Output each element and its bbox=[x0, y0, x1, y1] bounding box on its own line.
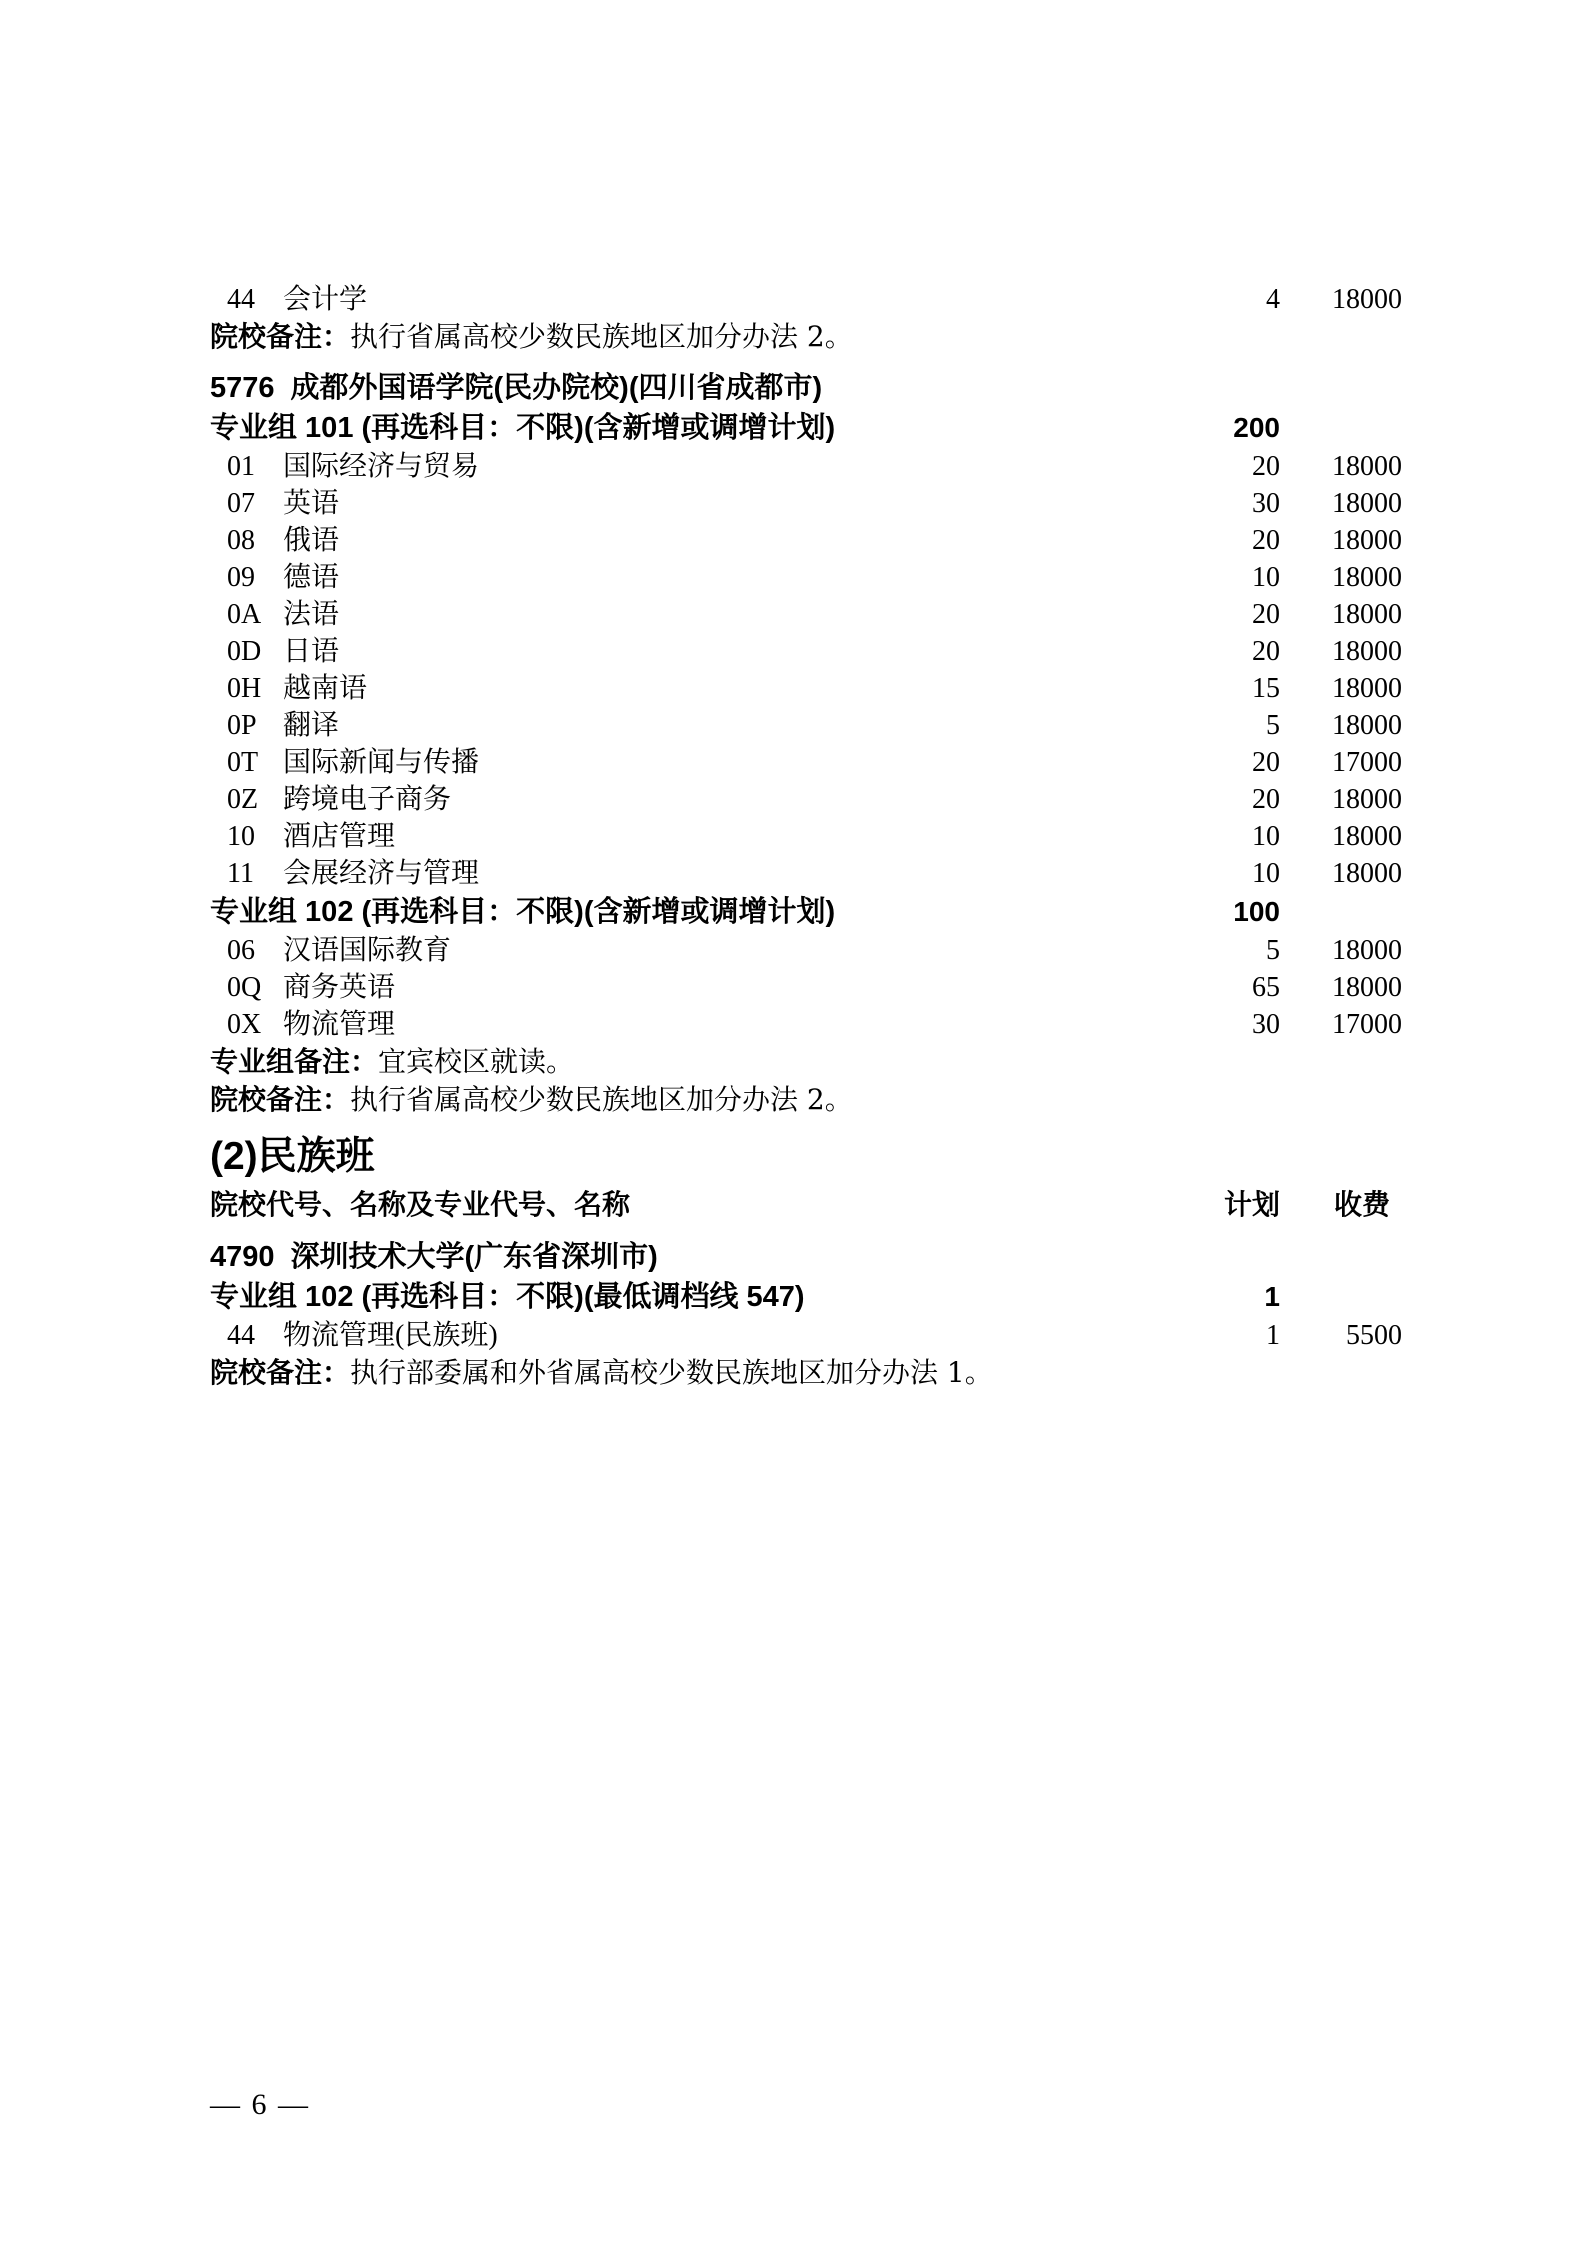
group-label: 专业组 101 (再选科目：不限)(含新增或调增计划) bbox=[210, 412, 836, 444]
major-row bbox=[210, 818, 1402, 855]
major-code: 0T bbox=[227, 747, 259, 778]
header-name-col: 院校代号、名称及专业代号、名称 bbox=[210, 1189, 631, 1220]
university-name-cell bbox=[210, 368, 1402, 408]
major-name: 物流管理(民族班) bbox=[283, 1320, 498, 1351]
university-code: 4790 bbox=[210, 1241, 275, 1273]
major-fee: 18000 bbox=[1332, 562, 1402, 593]
major-name: 物流管理 bbox=[283, 1009, 396, 1040]
remark-text: 执行省属高校少数民族地区加分办法 2。 bbox=[350, 320, 853, 353]
major-fee: 17000 bbox=[1332, 1009, 1402, 1040]
major-name: 汉语国际教育 bbox=[283, 935, 452, 966]
remark-text: 执行部委属和外省属高校少数民族地区加分办法 1。 bbox=[350, 1356, 993, 1389]
group-label: 专业组 102 (再选科目：不限)(含新增或调增计划) bbox=[210, 896, 836, 928]
major-plan: 30 bbox=[1252, 488, 1280, 519]
major-fee: 18000 bbox=[1332, 488, 1402, 519]
group-plan: 200 bbox=[1233, 412, 1280, 443]
major-plan: 15 bbox=[1252, 673, 1280, 704]
major-fee: 18000 bbox=[1332, 284, 1402, 315]
major-row bbox=[210, 1006, 1402, 1043]
major-name: 德语 bbox=[283, 562, 340, 593]
major-plan: 20 bbox=[1252, 784, 1280, 815]
group-plan: 100 bbox=[1233, 896, 1280, 927]
major-row bbox=[210, 522, 1402, 559]
major-name: 跨境电子商务 bbox=[283, 784, 452, 815]
major-plan: 10 bbox=[1252, 858, 1280, 889]
remark-label: 院校备注： bbox=[210, 1084, 351, 1115]
group-plan: 1 bbox=[1264, 1281, 1280, 1312]
table-header bbox=[210, 1185, 1402, 1225]
major-fee: 18000 bbox=[1332, 525, 1402, 556]
major-row bbox=[210, 781, 1402, 818]
major-name: 会计学 bbox=[283, 284, 368, 315]
major-row bbox=[210, 448, 1402, 485]
major-code: 0H bbox=[227, 673, 262, 704]
major-name: 法语 bbox=[283, 599, 340, 630]
major-code: 10 bbox=[227, 821, 255, 852]
major-name: 翻译 bbox=[283, 710, 340, 741]
major-code: 09 bbox=[227, 562, 255, 593]
major-plan: 5 bbox=[1266, 710, 1280, 741]
major-fee: 17000 bbox=[1332, 747, 1402, 778]
remark-label: 专业组备注： bbox=[210, 1046, 379, 1077]
major-plan: 30 bbox=[1252, 1009, 1280, 1040]
major-group-heading bbox=[210, 1277, 1402, 1317]
major-name-cell bbox=[210, 281, 1160, 318]
major-code: 07 bbox=[227, 488, 255, 519]
page-content bbox=[210, 281, 1402, 1392]
major-row bbox=[210, 969, 1402, 1006]
major-fee: 18000 bbox=[1332, 935, 1402, 966]
group-remark bbox=[210, 1043, 1402, 1081]
major-code: 0A bbox=[227, 599, 262, 630]
major-row bbox=[210, 670, 1402, 707]
remark-text: 执行省属高校少数民族地区加分办法 2。 bbox=[350, 1083, 853, 1116]
major-fee: 18000 bbox=[1332, 451, 1402, 482]
major-fee: 18000 bbox=[1332, 636, 1402, 667]
major-code: 0X bbox=[227, 1009, 262, 1040]
major-fee: 18000 bbox=[1332, 858, 1402, 889]
university-remark bbox=[210, 1081, 1402, 1119]
major-fee: 18000 bbox=[1332, 784, 1402, 815]
major-code: 0P bbox=[227, 710, 257, 741]
major-group-heading bbox=[210, 408, 1402, 448]
major-plan: 20 bbox=[1252, 525, 1280, 556]
major-row bbox=[210, 281, 1402, 318]
remark-text: 宜宾校区就读。 bbox=[378, 1045, 575, 1078]
major-row bbox=[210, 744, 1402, 781]
major-row bbox=[210, 559, 1402, 596]
university-heading bbox=[210, 368, 1402, 408]
major-plan: 5 bbox=[1266, 935, 1280, 966]
major-name: 越南语 bbox=[283, 673, 368, 704]
major-name: 英语 bbox=[283, 488, 340, 519]
major-code: 0Z bbox=[227, 784, 259, 815]
major-row bbox=[210, 633, 1402, 670]
group-label: 专业组 102 (再选科目：不限)(最低调档线 547) bbox=[210, 1281, 805, 1313]
university-code: 5776 bbox=[210, 372, 275, 404]
header-plan-col: 计划 bbox=[1223, 1189, 1280, 1220]
major-group-heading bbox=[210, 892, 1402, 932]
major-row bbox=[210, 596, 1402, 633]
university-name-cell bbox=[210, 1237, 1402, 1277]
major-code: 0D bbox=[227, 636, 262, 667]
major-row bbox=[210, 1317, 1402, 1354]
major-code: 44 bbox=[227, 284, 255, 315]
university-name: 深圳技术大学(广东省深圳市) bbox=[290, 1241, 658, 1273]
major-plan: 20 bbox=[1252, 636, 1280, 667]
major-row bbox=[210, 707, 1402, 744]
major-name: 会展经济与管理 bbox=[283, 858, 480, 889]
header-fee-col: 收费 bbox=[1333, 1189, 1390, 1220]
university-name: 成都外国语学院(民办院校)(四川省成都市) bbox=[290, 372, 823, 404]
major-name: 俄语 bbox=[283, 525, 340, 556]
major-fee: 18000 bbox=[1332, 972, 1402, 1003]
university-remark bbox=[210, 318, 1402, 356]
major-fee: 18000 bbox=[1332, 821, 1402, 852]
section-title: (2)民族班 bbox=[210, 1135, 375, 1178]
major-code: 06 bbox=[227, 935, 255, 966]
major-name: 国际经济与贸易 bbox=[283, 451, 480, 482]
major-name: 国际新闻与传播 bbox=[283, 747, 480, 778]
major-plan: 4 bbox=[1266, 284, 1280, 315]
major-row bbox=[210, 932, 1402, 969]
major-code: 08 bbox=[227, 525, 255, 556]
major-plan: 10 bbox=[1252, 562, 1280, 593]
major-name: 商务英语 bbox=[283, 972, 396, 1003]
major-plan: 65 bbox=[1252, 972, 1280, 1003]
major-code: 44 bbox=[227, 1320, 255, 1351]
major-plan: 20 bbox=[1252, 599, 1280, 630]
remark-label: 院校备注： bbox=[210, 1357, 351, 1388]
major-row bbox=[210, 485, 1402, 522]
major-fee: 18000 bbox=[1332, 710, 1402, 741]
major-plan: 20 bbox=[1252, 451, 1280, 482]
university-remark bbox=[210, 1354, 1402, 1392]
major-fee: 18000 bbox=[1332, 599, 1402, 630]
major-plan: 20 bbox=[1252, 747, 1280, 778]
major-name: 日语 bbox=[283, 636, 340, 667]
major-fee: 5500 bbox=[1346, 1320, 1402, 1351]
page-number: — 6 — bbox=[210, 2088, 310, 2121]
remark-label: 院校备注： bbox=[210, 321, 351, 352]
major-fee: 18000 bbox=[1332, 673, 1402, 704]
major-name: 酒店管理 bbox=[283, 821, 396, 852]
major-plan: 10 bbox=[1252, 821, 1280, 852]
major-code: 0Q bbox=[227, 972, 262, 1003]
major-code: 11 bbox=[227, 858, 254, 889]
major-row bbox=[210, 855, 1402, 892]
university-heading bbox=[210, 1237, 1402, 1277]
major-plan: 1 bbox=[1266, 1320, 1280, 1351]
major-code: 01 bbox=[227, 451, 255, 482]
